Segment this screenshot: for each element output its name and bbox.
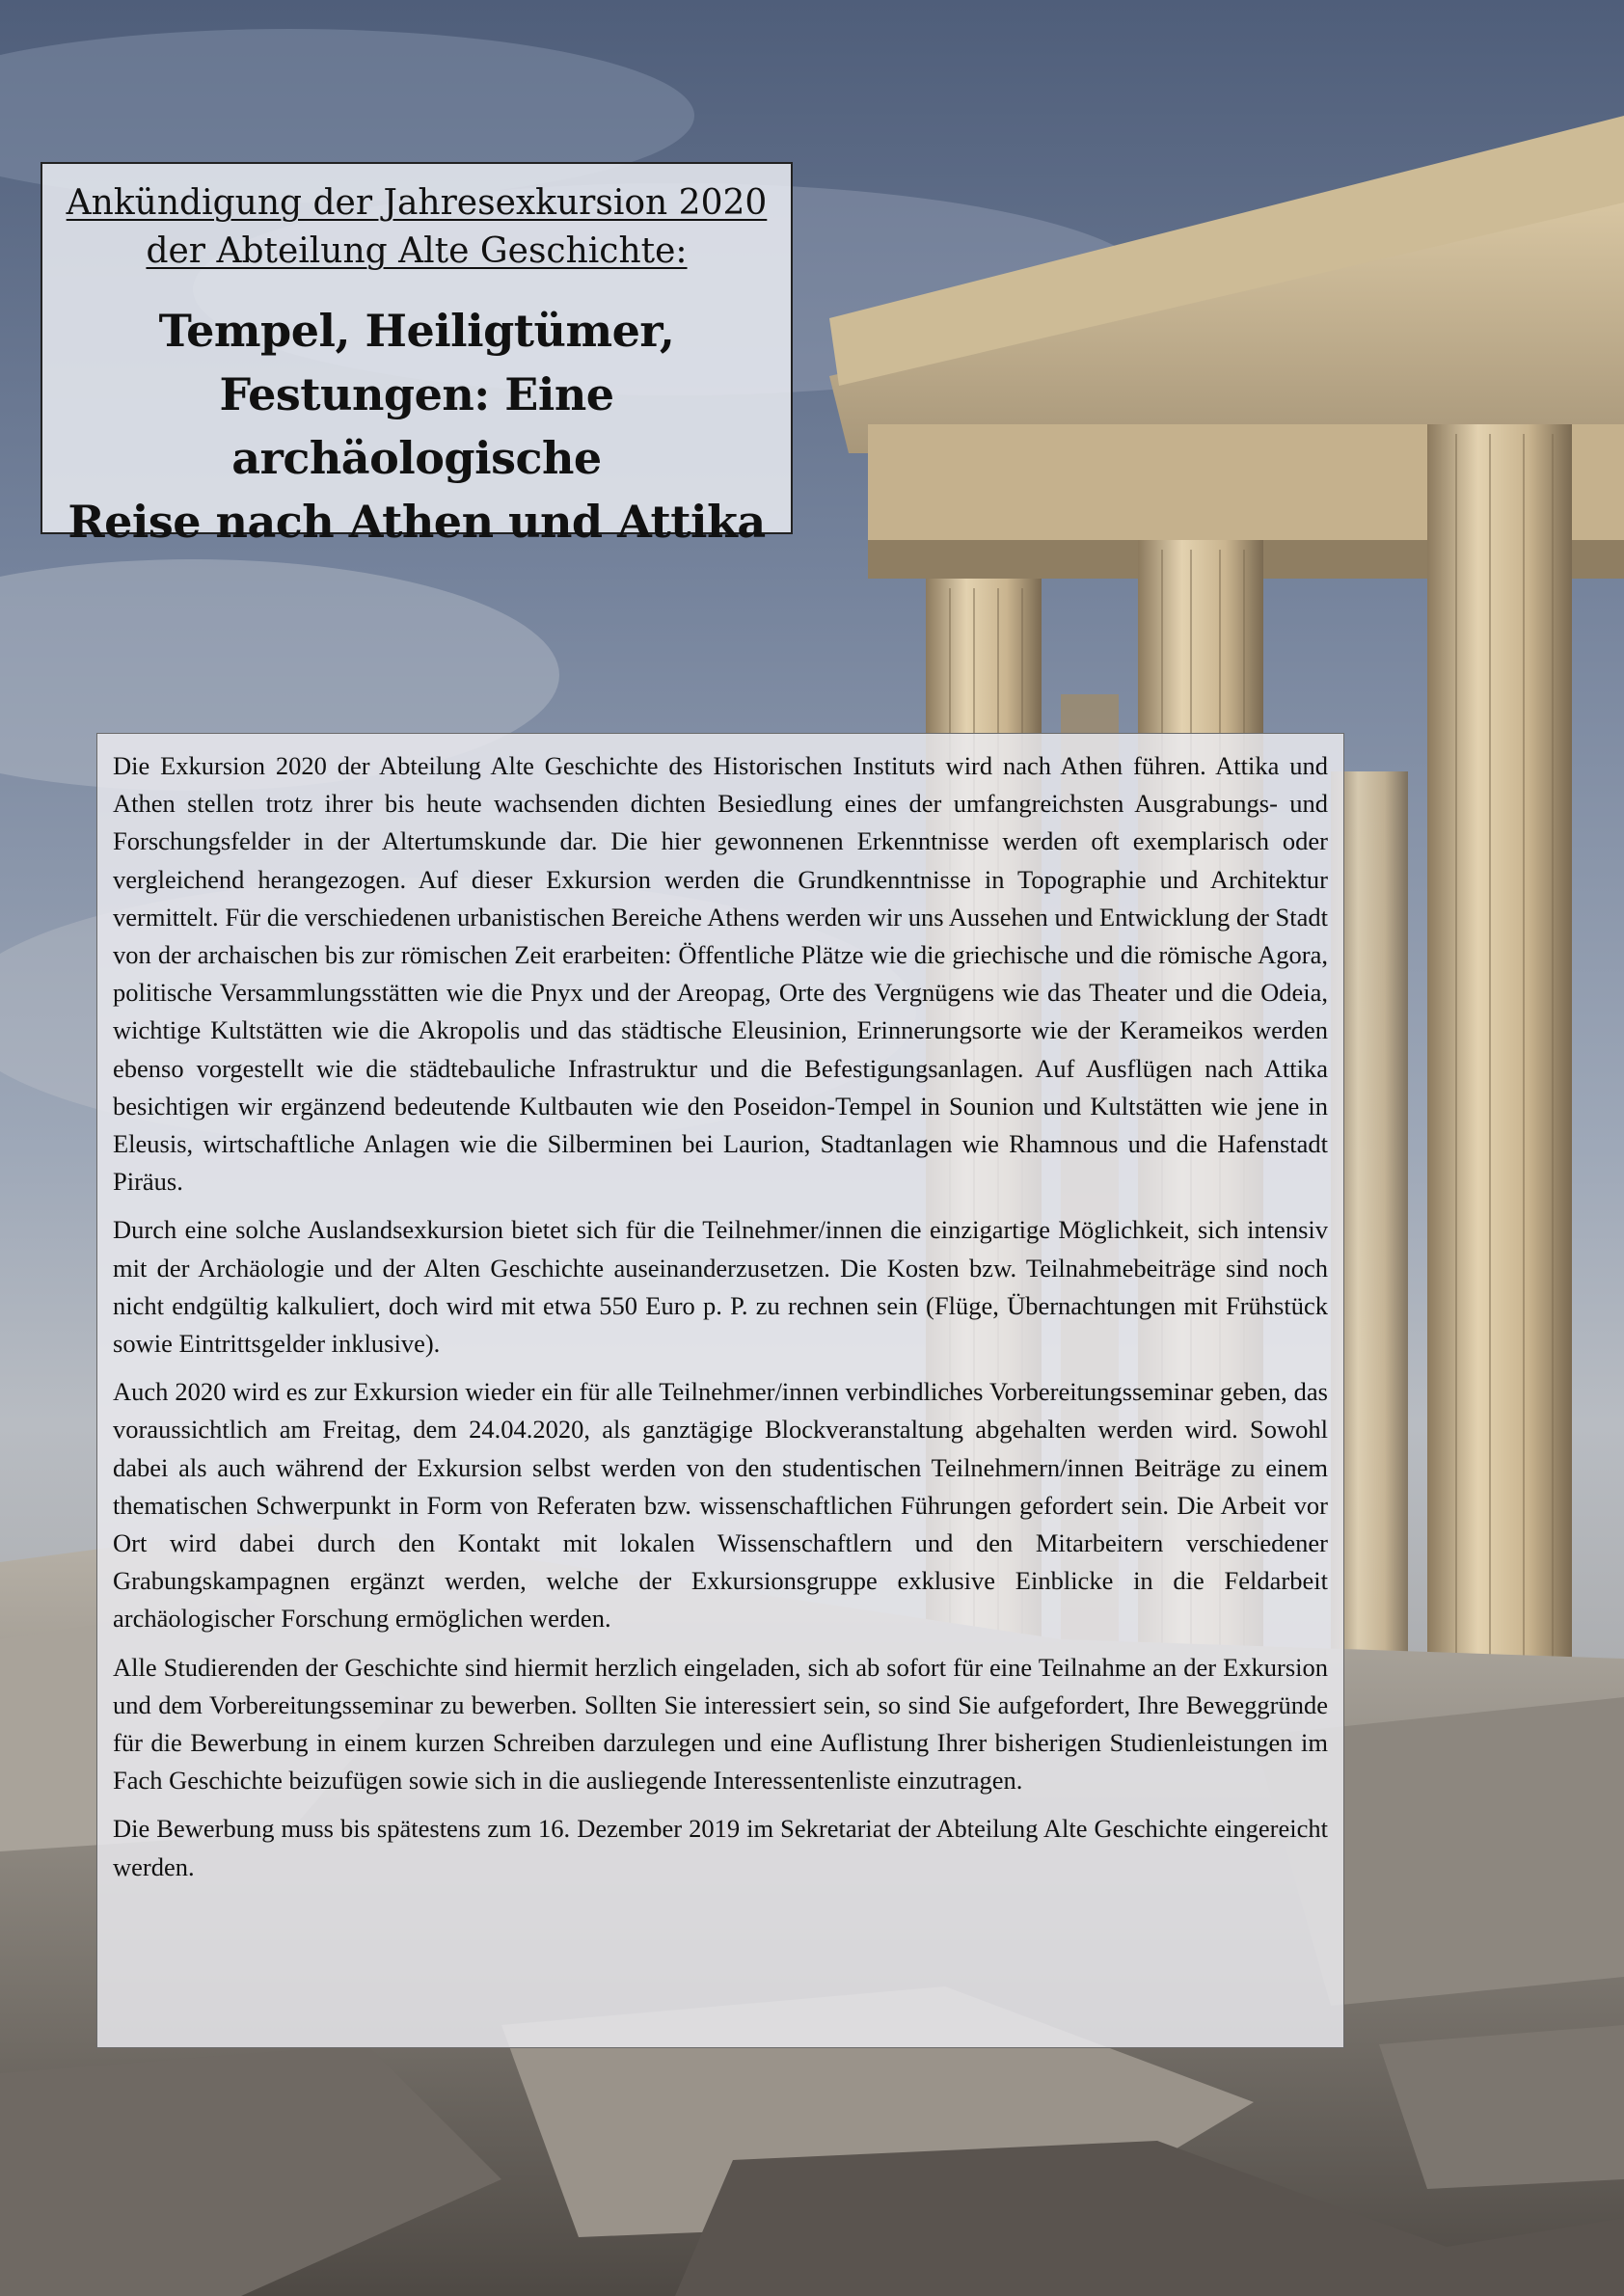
paragraph-costs: Durch eine solche Auslandsexkursion bietet sich für die Teilnehmer/innen die einzigartige Möglichkeit, sich intensiv mit der Archäologie und der Alten Geschichte auseinanderzusetzen. Die Kosten bzw. Teilnahmebeiträge sind noch nicht endgültig kalkuliert, doch wird mit etwa 550 Euro p. P. zu rechnen sein (Flüge, Übernachtungen mit Frühstück sowie Eintrittsgelder inklusive). (113, 1215, 1328, 1359)
paragraph-intro: Die Exkursion 2020 der Abteilung Alte Geschichte des Historischen Instituts wird nach Athen führen. Attika und Athen stellen trotz ihrer bis heute wachsenden dichten Besiedlung eines der umfangreichsten Ausgrabungs- und Forschungsfelder in der Altertumskunde dar. Die hier gewonnenen Erkenntnisse werden oft exemplarisch oder vergleichend herangezogen. Auf dieser Exkursion werden die Grundkenntnisse in Topographie und Architektur vermittelt. Für die verschiedenen urbanistischen Bereiche Athens werden wir uns Aussehen und Entwicklung der Stadt von der archaischen bis zur römischen Zeit erarbeiten: Öffentliche Plätze wie die griechische und die römische Agora, politische Versammlungsstätten wie die Pnyx und der Areopag, Orte des Vergnügens wie das Theater und die Odeia, wichtige Kultstätten wie die Akropolis und das städtische Eleusinion, Erinnerungsorte wie der Kerameikos werden ebenso vorgestellt wie die städtebauliche Infrastruktur und die Befestigungsanlagen. Auf Ausflügen nach Attika besichtigen wir ergänzend bedeutende Kultbauten wie den Poseidon-Tempel in Sounion und Kultstätten wie jene in Eleusis, wirtschaftliche Anlagen wie die Silberminen bei Laurion, Stadtanlagen wie Rhamnous und die Hafenstadt Piräus. (113, 751, 1328, 1197)
paragraph-application: Alle Studierenden der Geschichte sind hiermit herzlich eingeladen, sich ab sofort für eine Teilnahme an der Exkursion und dem Vorbereitungsseminar zu bewerben. Sollten Sie interessiert sein, so sind Sie aufgefordert, Ihre Beweggründe für die Bewerbung in einem kurzen Schreiben darzulegen und eine Auflistung Ihrer bisherigen Studienleistungen im Fach Geschichte beizufügen sowie sich in die ausliegende Interessentenliste einzutragen. (113, 1652, 1328, 1796)
main-title-line-3: Reise nach Athen und Attika (68, 496, 766, 548)
main-title-line-2: Festungen: Eine archäologische (219, 368, 614, 484)
announcement-line-2: der Abteilung Alte Geschichte: (146, 231, 688, 271)
body-text-box (96, 733, 1344, 2048)
main-title (42, 299, 791, 554)
paragraph-seminar: Auch 2020 wird es zur Exkursion wieder ein für alle Teilnehmer/innen verbindliches Vorbereitungsseminar geben, das voraussichtlich am Freitag, dem 24.04.2020, als ganztägige Blockveranstaltung abgehalten werden wird. Sowohl dabei als auch während der Exkursion selbst werden von den studentischen Teilnehmern/innen Beiträge zu einem thematischen Schwerpunkt in Form von Referaten bzw. wissenschaftlichen Führungen gefordert sein. Die Arbeit vor Ort wird dabei durch den Kontakt mit lokalen Wissenschaftlern und den Mitarbeitern verschiedener Grabungskampagnen ergänzt werden, welche der Exkursionsgruppe exklusive Einblicke in die Feldarbeit archäologischer Forschung ermöglichen werden. (113, 1377, 1328, 1634)
announcement-line-1: Ankündigung der Jahresexkursion 2020 (66, 183, 768, 223)
title-box (41, 162, 793, 548)
paragraph-deadline: Die Bewerbung muss bis spätestens zum 16. Dezember 2019 im Sekretariat der Abteilung Alte Geschichte eingereicht werden. (113, 1814, 1328, 1881)
main-title-line-1: Tempel, Heiligtümer, (158, 305, 675, 357)
